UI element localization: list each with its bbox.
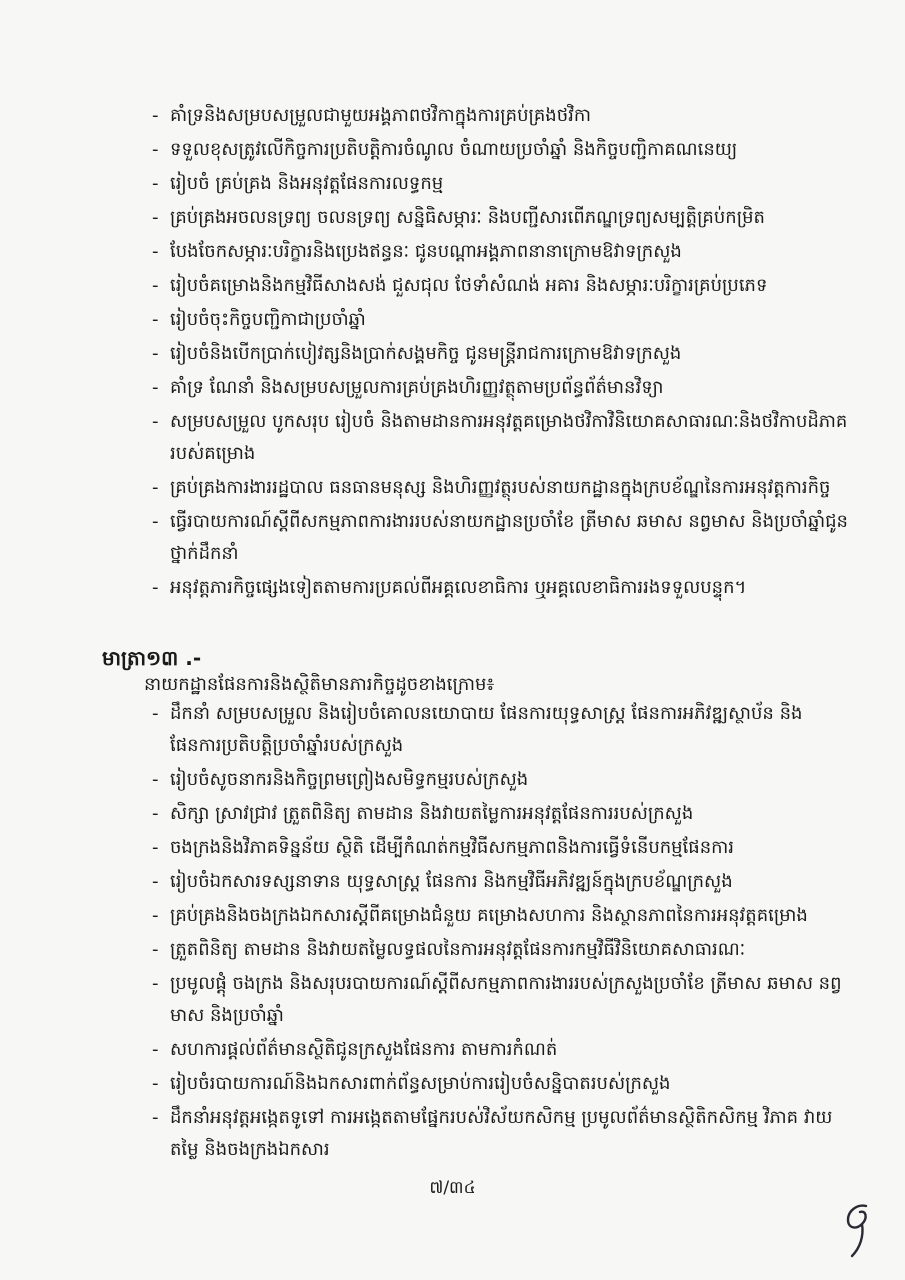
list-item-text: សម្របសម្រួល បូកសរុប រៀបចំ និងតាមដានការអនុវត្តគម្រោងថវិកាវិនិយោគសាធារណៈនិងថវិកាបដិភាគរបស់គម្រោង xyxy=(170,411,848,464)
list-item xyxy=(152,698,852,762)
list-item xyxy=(152,168,852,200)
bullet-dash: - xyxy=(152,275,159,296)
list-item-text: គ្រប់គ្រងនិងចងក្រងឯកសារស្ដីពីគម្រោងជំនួយ គម្រោងសហការ និងស្ថានភាពនៃការអនុវត្តគម្រោង xyxy=(170,905,808,926)
list-item xyxy=(152,1068,852,1100)
list-item xyxy=(152,202,852,234)
list-item xyxy=(152,832,852,864)
list-item xyxy=(152,338,852,370)
section2-list xyxy=(152,698,852,1168)
list-item-text: រៀបចំសូចនាករនិងកិច្ចព្រមព្រៀងសមិទ្ធកម្មរបស់ក្រសួង xyxy=(170,769,529,790)
list-item-text: រៀបចំនិងបើកប្រាក់បៀវត្សនិងប្រាក់សង្គមកិច្ច ជូនមន្ត្រីរាជការក្រោមឱវាទក្រសួង xyxy=(170,343,682,364)
list-item-text: ចងក្រងនិងវិភាគទិន្នន័យ ស្ថិតិ ដើម្បីកំណត់កម្មវិធីសកម្មភាពនិងការធ្វើទំនើបកម្មផែនការ xyxy=(170,837,735,858)
list-item xyxy=(152,100,852,132)
bullet-dash: - xyxy=(152,703,159,724)
list-item-text: គាំទ្រនិងសម្របសម្រួលជាមួយអង្គភាពថវិកាក្នុងការគ្រប់គ្រងថវិកា xyxy=(170,105,591,126)
list-item xyxy=(152,866,852,898)
list-item xyxy=(152,968,852,1032)
list-item xyxy=(152,900,852,932)
bullet-dash: - xyxy=(152,905,159,926)
bullet-dash: - xyxy=(152,837,159,858)
bullet-dash: - xyxy=(152,511,159,532)
bullet-dash: - xyxy=(152,173,159,194)
bullet-dash: - xyxy=(152,105,159,126)
list-item xyxy=(152,134,852,166)
list-item-text: គ្រប់គ្រងការងាររដ្ឋបាល ធនធានមនុស្ស និងហិរញ្ញវត្ថុរបស់នាយកដ្ឋានក្នុងក្របខ័ណ្ឌនៃការអនុវត្តការកិច្ច xyxy=(170,477,831,498)
list-item-text: រៀបចំគម្រោងនិងកម្មវិធីសាងសង់ ជួសជុល ថែទាំសំណង់ អគារ និងសម្ភារៈបរិក្ខារគ្រប់ប្រភេទ xyxy=(170,275,768,296)
page-number: ៧/៣៤ xyxy=(429,1178,476,1198)
article-intro: នាយកដ្ឋានផែនការនិងស្ថិតិមានភារកិច្ចដូចខាងក្រោម៖ xyxy=(144,674,495,695)
list-item-text: ប្រមូលផ្ដុំ ចងក្រង និងសរុបរបាយការណ៍ស្ដីពីសកម្មភាពការងាររបស់ក្រសួងប្រចាំខែ ត្រីមាស ឆមាស នព្វមាស និងប្រចាំឆ្នាំ xyxy=(170,973,842,1026)
list-item-text: សិក្សា ស្រាវជ្រាវ ត្រួតពិនិត្យ តាមដាន និងវាយតម្លៃការអនុវត្តផែនការរបស់ក្រសួង xyxy=(170,803,694,824)
bullet-dash: - xyxy=(152,769,159,790)
list-item-text: សហការផ្ដល់ព័ត៌មានស្ថិតិជូនក្រសួងផែនការ តាមការកំណត់ xyxy=(170,1039,558,1060)
article-heading: មាត្រា១៣ .- xyxy=(102,646,202,670)
list-item xyxy=(152,572,852,604)
list-item xyxy=(152,270,852,302)
list-item xyxy=(152,472,852,504)
list-item-text: អនុវត្តភារកិច្ចផ្សេងទៀតតាមការប្រគល់ពីអគ្គលេខាធិការ ឬអគ្គលេខាធិការរងទទួលបន្ទុក។ xyxy=(170,577,747,598)
bullet-dash: - xyxy=(152,577,159,598)
list-item xyxy=(152,1102,852,1166)
list-item-text: ដឹកនាំ សម្របសម្រួល និងរៀបចំគោលនយោបាយ ផែនការយុទ្ធសាស្ត្រ ផែនការអភិវឌ្ឍស្ថាប័ន និងផែនការប្រតិបត្តិប្រចាំឆ្នាំរបស់ក្រសួង xyxy=(170,703,803,756)
list-item xyxy=(152,304,852,336)
bullet-dash: - xyxy=(152,803,159,824)
list-item xyxy=(152,372,852,404)
bullet-dash: - xyxy=(152,1039,159,1060)
list-item xyxy=(152,934,852,966)
list-item-text: រៀបចំចុះកិច្ចបញ្ជិកាជាប្រចាំឆ្នាំ xyxy=(170,309,366,330)
bullet-dash: - xyxy=(152,477,159,498)
list-item xyxy=(152,236,852,268)
list-item xyxy=(152,1034,852,1066)
list-item-text: ធ្វើរបាយការណ៍ស្ដីពីសកម្មភាពការងាររបស់នាយកដ្ឋានប្រចាំខែ ត្រីមាស ឆមាស នព្វមាស និងប្រចាំឆ្នាំជូនថ្នាក់ដឹកនាំ xyxy=(170,511,848,564)
list-item-text: រៀបចំរបាយការណ៍និងឯកសារពាក់ព័ន្ធសម្រាប់ការរៀបចំសន្និបាតរបស់ក្រសួង xyxy=(170,1073,671,1094)
list-item-text: រៀបចំឯកសារទស្សនាទាន យុទ្ធសាស្ត្រ ផែនការ និងកម្មវិធីអភិវឌ្ឍន៍ក្នុងក្របខ័ណ្ឌក្រសួង xyxy=(170,871,733,892)
list-item-text: បែងចែកសម្ភារៈបរិក្ខារនិងប្រេងឥន្ធនៈ ជូនបណ្ដាអង្គភាពនានាក្រោមឱវាទក្រសួង xyxy=(170,241,682,262)
bullet-dash: - xyxy=(152,1107,159,1128)
bullet-dash: - xyxy=(152,207,159,228)
list-item xyxy=(152,798,852,830)
bullet-dash: - xyxy=(152,1073,159,1094)
list-item xyxy=(152,406,852,470)
bullet-dash: - xyxy=(152,343,159,364)
list-item-text: ដឹកនាំអនុវត្តអង្កេតទូទៅ ការអង្កេតតាមផ្នែករបស់វិស័យកសិកម្ម ប្រមូលព័ត៌មានស្ថិតិកសិកម្ម វិភាគ វាយតម្លៃ និងចងក្រងឯកសារ xyxy=(170,1107,833,1160)
list-item-text: ត្រួតពិនិត្យ តាមដាន និងវាយតម្លៃលទ្ធផលនៃការអនុវត្តផែនការកម្មវិធីវិនិយោគសាធារណៈ xyxy=(170,939,746,960)
bullet-dash: - xyxy=(152,377,159,398)
bullet-dash: - xyxy=(152,309,159,330)
list-item-text: គ្រប់គ្រងអចលនទ្រព្យ ចលនទ្រព្យ សន្និធិសម្ភារៈ និងបញ្ជីសារពើភណ្ឌទ្រព្យសម្បត្តិគ្រប់កម្រិត xyxy=(170,207,765,228)
bullet-dash: - xyxy=(152,871,159,892)
bullet-dash: - xyxy=(152,411,159,432)
bullet-dash: - xyxy=(152,139,159,160)
bullet-dash: - xyxy=(152,939,159,960)
bullet-dash: - xyxy=(152,973,159,994)
bullet-dash: - xyxy=(152,241,159,262)
section1-list xyxy=(152,100,852,606)
handwritten-initial-icon xyxy=(836,1200,880,1260)
list-item-text: គាំទ្រ ណែនាំ និងសម្របសម្រួលការគ្រប់គ្រងហិរញ្ញវត្ថុតាមប្រព័ន្ធព័ត៌មានវិទ្យា xyxy=(170,377,664,398)
list-item-text: រៀបចំ គ្រប់គ្រង និងអនុវត្តផែនការលទ្ធកម្ម xyxy=(170,173,444,194)
list-item-text: ទទួលខុសត្រូវលើកិច្ចការប្រតិបត្តិការចំណូល ចំណាយប្រចាំឆ្នាំ និងកិច្ចបញ្ជិកាគណនេយ្យ xyxy=(170,139,738,160)
list-item xyxy=(152,506,852,570)
list-item xyxy=(152,764,852,796)
